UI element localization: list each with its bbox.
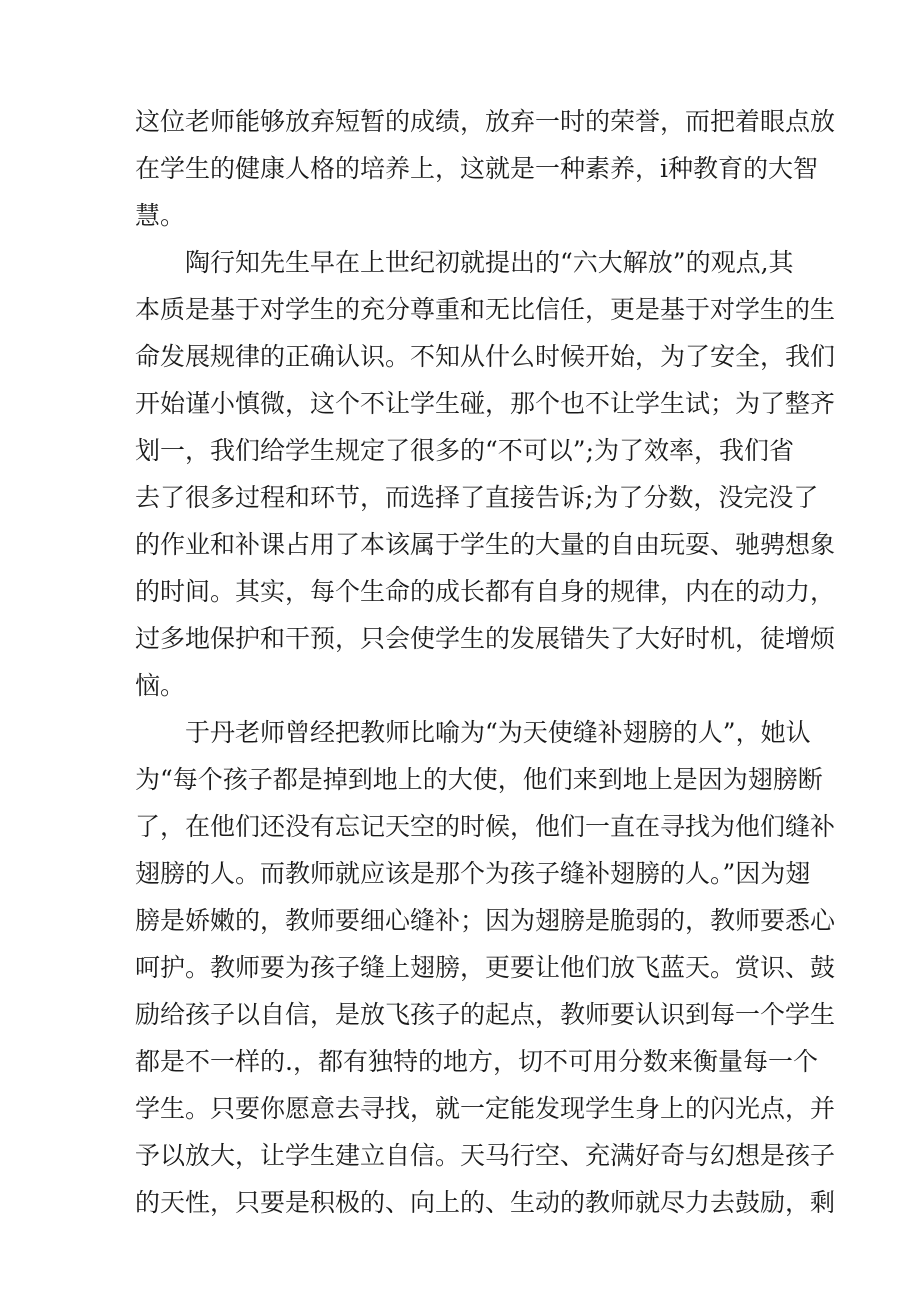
text-line: 予以放大，让学生建立自信。天马行空、充满好奇与幻想是孩子	[135, 1141, 836, 1170]
text-line: 陶行知先生早在上世纪初就提出的“六大解放”的观点,其	[135, 248, 794, 277]
text-line: 呵护。教师要为孩子缝上翅膀，更要让他们放飞蓝天。赏识、鼓	[135, 953, 836, 982]
text-line: 为“每个孩子都是掉到地上的大使，他们来到地上是因为翅膀断	[135, 765, 823, 794]
text-line: 翅膀的人。而教师就应该是那个为孩子缝补翅膀的人。”因为翅	[135, 859, 811, 888]
text-line: 去了很多过程和环节，而选择了直接告诉;为了分数，没完没了	[135, 483, 819, 512]
paragraph-2	[135, 239, 836, 709]
document-body	[135, 98, 836, 1226]
text-line: 这位老师能够放弃短暂的成绩，放弃一时的荣誉，而把着眼点放	[135, 107, 836, 136]
text-line: 恼。	[135, 671, 186, 700]
text-line: 过多地保护和干预，只会使学生的发展错失了大好时机，徒增烦	[135, 624, 836, 653]
text-line: 膀是娇嫩的，教师要细心缝补；因为翅膀是脆弱的，教师要悉心	[135, 906, 836, 935]
text-line: 的作业和补课占用了本该属于学生的大量的自由玩耍、驰骋想象	[135, 530, 836, 559]
text-line: 在学生的健康人格的培养上，这就是一种素养，i种教育的大智	[135, 154, 818, 183]
text-line: 慧。	[135, 201, 186, 230]
text-line: 于丹老师曾经把教师比喻为“为天使缝补翅膀的人”，她认	[135, 718, 811, 747]
text-line: 开始谨小慎微，这个不让学生碰，那个也不让学生试；为了整齐	[135, 389, 836, 418]
paragraph-3	[135, 709, 836, 1226]
text-line: 的天性，只要是积极的、向上的、生动的教师就尽力去鼓励，剩	[135, 1188, 836, 1217]
text-line: 划一，我们给学生规定了很多的“不可以”;为了效率，我们省	[135, 436, 794, 465]
text-line: 的时间。其实，每个生命的成长都有自身的规律，内在的动力，	[135, 577, 836, 606]
text-line: 本质是基于对学生的充分尊重和无比信任，更是基于对学生的生	[135, 295, 836, 324]
text-line: 励给孩子以自信，是放飞孩子的起点，教师要认识到每一个学生	[135, 1000, 836, 1029]
text-line: 都是不一样的.，都有独特的地方，切不可用分数来衡量每一个	[135, 1047, 818, 1076]
text-line: 了，在他们还没有忘记天空的时候，他们一直在寻找为他们缝补	[135, 812, 836, 841]
paragraph-1	[135, 98, 836, 239]
text-line: 学生。只要你愿意去寻找，就一定能发现学生身上的闪光点，并	[135, 1094, 836, 1123]
text-line: 命发展规律的正确认识。不知从什么时候开始，为了安全，我们	[135, 342, 836, 371]
